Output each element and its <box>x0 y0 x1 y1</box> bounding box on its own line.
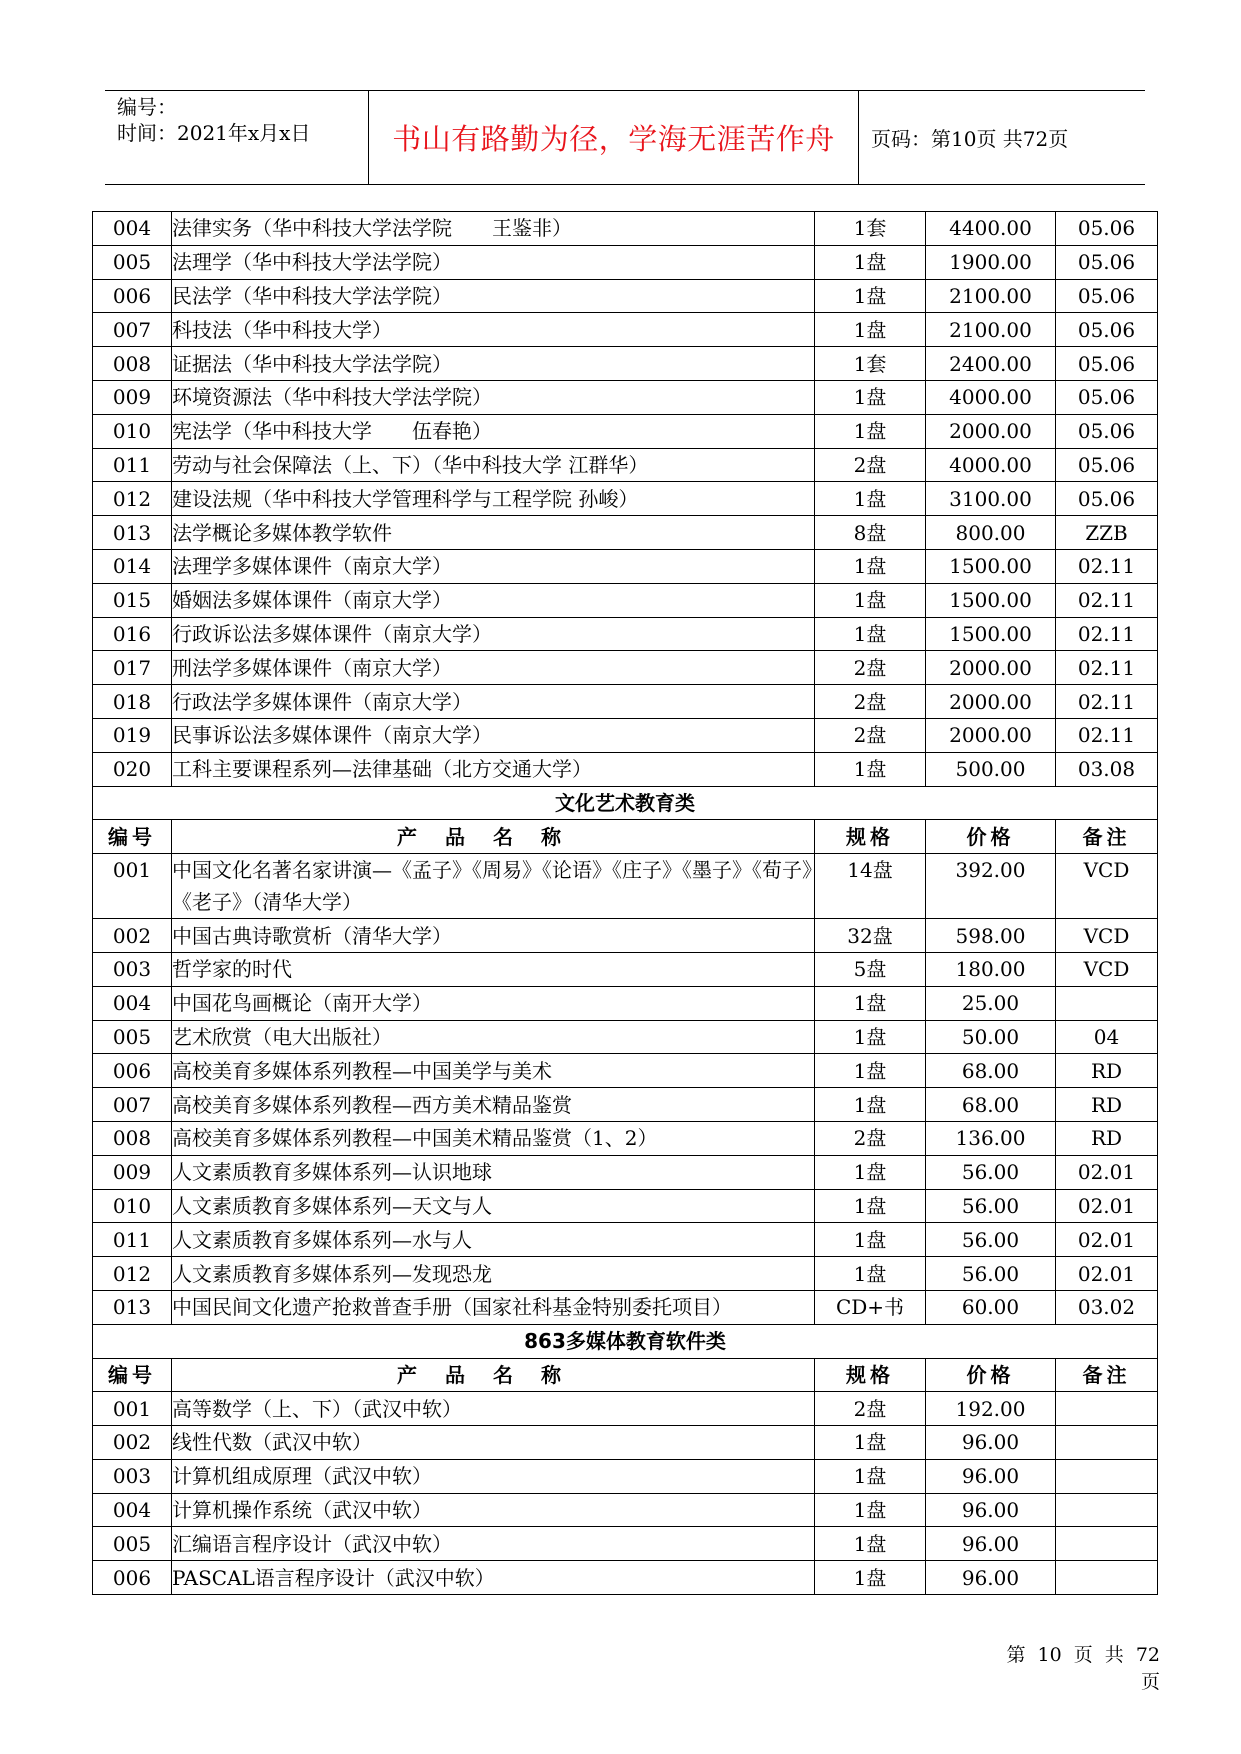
column-header-note: 备注 <box>1056 820 1158 854</box>
column-header-code: 编号 <box>93 1358 172 1392</box>
cell-price: 180.00 <box>926 952 1056 986</box>
cell-spec: 8盘 <box>815 516 926 550</box>
cell-spec: 1盘 <box>815 1257 926 1291</box>
cell-code: 005 <box>93 1020 172 1054</box>
catalog-table <box>92 211 1158 1595</box>
table-row <box>93 279 1158 313</box>
cell-name: 人文素质教育多媒体系列—认识地球 <box>172 1155 815 1189</box>
cell-spec: 1盘 <box>815 1527 926 1561</box>
cell-note: 02.01 <box>1056 1189 1158 1223</box>
table-row <box>93 1121 1158 1155</box>
cell-price: 56.00 <box>926 1223 1056 1257</box>
cell-spec: 1盘 <box>815 1088 926 1122</box>
page-header <box>105 90 1145 185</box>
cell-name: 汇编语言程序设计（武汉中软） <box>172 1527 815 1561</box>
cell-code: 012 <box>93 482 172 516</box>
cell-note: VCD <box>1056 919 1158 953</box>
cell-price: 598.00 <box>926 919 1056 953</box>
table-row <box>93 986 1158 1020</box>
cell-spec: 1盘 <box>815 1020 926 1054</box>
cell-price: 2000.00 <box>926 414 1056 448</box>
cell-code: 006 <box>93 279 172 313</box>
cell-price: 2000.00 <box>926 718 1056 752</box>
cell-name: 证据法（华中科技大学法学院） <box>172 347 815 381</box>
cell-spec: 2盘 <box>815 1392 926 1426</box>
table-row <box>93 212 1158 246</box>
table-row <box>93 1392 1158 1426</box>
cell-note: ZZB <box>1056 516 1158 550</box>
cell-name: 艺术欣赏（电大出版社） <box>172 1020 815 1054</box>
table-row <box>93 1290 1158 1324</box>
table-row <box>93 1088 1158 1122</box>
cell-price: 500.00 <box>926 752 1056 786</box>
cell-note: 05.06 <box>1056 448 1158 482</box>
cell-code: 006 <box>93 1561 172 1595</box>
cell-code: 011 <box>93 448 172 482</box>
cell-note: 05.06 <box>1056 313 1158 347</box>
cell-note: RD <box>1056 1121 1158 1155</box>
cell-note: 03.08 <box>1056 752 1158 786</box>
header-motto: 书山有路勤为径，学海无涯苦作舟 <box>392 122 835 156</box>
cell-price: 4000.00 <box>926 448 1056 482</box>
cell-price: 96.00 <box>926 1493 1056 1527</box>
column-header-name: 产品名称 <box>172 820 815 854</box>
cell-code: 005 <box>93 1527 172 1561</box>
cell-price: 2100.00 <box>926 279 1056 313</box>
table-row <box>93 1426 1158 1460</box>
cell-spec: 14盘 <box>815 854 926 919</box>
cell-name: 科技法（华中科技大学） <box>172 313 815 347</box>
section-title-row <box>93 786 1158 820</box>
cell-name: 建设法规（华中科技大学管理科学与工程学院 孙峻） <box>172 482 815 516</box>
law-section-body <box>93 212 1158 787</box>
cell-note <box>1056 1392 1158 1426</box>
table-row <box>93 651 1158 685</box>
cell-spec: 32盘 <box>815 919 926 953</box>
cell-note: 04 <box>1056 1020 1158 1054</box>
cell-note: 02.11 <box>1056 617 1158 651</box>
cell-spec: 1盘 <box>815 617 926 651</box>
section-title: 863多媒体教育软件类 <box>93 1324 1158 1358</box>
cell-spec: 1盘 <box>815 245 926 279</box>
cell-spec: 1套 <box>815 347 926 381</box>
cell-spec: 1盘 <box>815 583 926 617</box>
cell-spec: 1盘 <box>815 1561 926 1595</box>
cell-code: 020 <box>93 752 172 786</box>
cell-code: 009 <box>93 380 172 414</box>
cell-name: 民事诉讼法多媒体课件（南京大学） <box>172 718 815 752</box>
table-row <box>93 414 1158 448</box>
cell-note: 02.11 <box>1056 549 1158 583</box>
page-footer: 第 10 页 共 72 页 <box>1006 1644 1160 1693</box>
cell-code: 012 <box>93 1257 172 1291</box>
cell-note: 05.06 <box>1056 414 1158 448</box>
cell-code: 004 <box>93 212 172 246</box>
culture-section-head <box>93 786 1158 919</box>
cell-code: 003 <box>93 952 172 986</box>
cell-note: 05.06 <box>1056 245 1158 279</box>
table-row <box>93 1054 1158 1088</box>
table-row <box>93 919 1158 953</box>
cell-code: 010 <box>93 414 172 448</box>
table-row <box>93 952 1158 986</box>
cell-price: 392.00 <box>926 854 1056 919</box>
cell-name: 婚姻法多媒体课件（南京大学） <box>172 583 815 617</box>
cell-note: VCD <box>1056 854 1158 919</box>
cell-price: 3100.00 <box>926 482 1056 516</box>
table-row <box>93 1223 1158 1257</box>
cell-name: 法学概论多媒体教学软件 <box>172 516 815 550</box>
cell-code: 007 <box>93 1088 172 1122</box>
software-section-head <box>93 1324 1158 1392</box>
cell-code: 008 <box>93 347 172 381</box>
table-row <box>93 1155 1158 1189</box>
cell-note <box>1056 986 1158 1020</box>
cell-code: 001 <box>93 1392 172 1426</box>
cell-note: 03.02 <box>1056 1290 1158 1324</box>
cell-note: 05.06 <box>1056 380 1158 414</box>
cell-spec: 1套 <box>815 212 926 246</box>
header-number-label: 编号： <box>117 95 177 119</box>
cell-spec: 1盘 <box>815 1493 926 1527</box>
cell-code: 009 <box>93 1155 172 1189</box>
cell-note: 02.01 <box>1056 1257 1158 1291</box>
column-header-price: 价格 <box>926 820 1056 854</box>
cell-price: 50.00 <box>926 1020 1056 1054</box>
column-header-price: 价格 <box>926 1358 1056 1392</box>
cell-name: 中国民间文化遗产抢救普查手册（国家社科基金特别委托项目） <box>172 1290 815 1324</box>
cell-note: 02.01 <box>1056 1223 1158 1257</box>
cell-note <box>1056 1527 1158 1561</box>
cell-code: 013 <box>93 1290 172 1324</box>
column-header-spec: 规格 <box>815 820 926 854</box>
cell-spec: 2盘 <box>815 685 926 719</box>
cell-note <box>1056 1426 1158 1460</box>
section-title-row <box>93 1324 1158 1358</box>
cell-name: 人文素质教育多媒体系列—天文与人 <box>172 1189 815 1223</box>
header-time-label: 时间：2021年x月x日 <box>117 121 311 145</box>
table-row <box>93 347 1158 381</box>
cell-price: 4400.00 <box>926 212 1056 246</box>
cell-spec: CD+书 <box>815 1290 926 1324</box>
cell-note: 02.11 <box>1056 651 1158 685</box>
cell-spec: 1盘 <box>815 279 926 313</box>
cell-code: 018 <box>93 685 172 719</box>
cell-note: 05.06 <box>1056 212 1158 246</box>
cell-name: 法理学多媒体课件（南京大学） <box>172 549 815 583</box>
cell-code: 014 <box>93 549 172 583</box>
cell-note <box>1056 1561 1158 1595</box>
software-section-body <box>93 1392 1158 1595</box>
cell-code: 013 <box>93 516 172 550</box>
cell-price: 2000.00 <box>926 651 1056 685</box>
cell-name: 高校美育多媒体系列教程—中国美学与美术 <box>172 1054 815 1088</box>
cell-price: 96.00 <box>926 1426 1056 1460</box>
cell-note: VCD <box>1056 952 1158 986</box>
table-row <box>93 1493 1158 1527</box>
cell-name: 线性代数（武汉中软） <box>172 1426 815 1460</box>
culture-section-body <box>93 919 1158 1325</box>
table-row <box>93 1257 1158 1291</box>
cell-spec: 1盘 <box>815 1155 926 1189</box>
table-row <box>93 549 1158 583</box>
table-row <box>93 583 1158 617</box>
cell-name: 刑法学多媒体课件（南京大学） <box>172 651 815 685</box>
cell-name: 工科主要课程系列—法律基础（北方交通大学） <box>172 752 815 786</box>
cell-price: 96.00 <box>926 1561 1056 1595</box>
table-row <box>93 245 1158 279</box>
cell-name: 法理学（华中科技大学法学院） <box>172 245 815 279</box>
cell-name: 行政法学多媒体课件（南京大学） <box>172 685 815 719</box>
cell-note: RD <box>1056 1088 1158 1122</box>
cell-code: 019 <box>93 718 172 752</box>
cell-name: 中国古典诗歌赏析（清华大学） <box>172 919 815 953</box>
cell-name: 中国花鸟画概论（南开大学） <box>172 986 815 1020</box>
column-header-name: 产品名称 <box>172 1358 815 1392</box>
cell-price: 56.00 <box>926 1189 1056 1223</box>
cell-price: 96.00 <box>926 1459 1056 1493</box>
cell-price: 192.00 <box>926 1392 1056 1426</box>
cell-code: 002 <box>93 1426 172 1460</box>
cell-code: 004 <box>93 986 172 1020</box>
cell-price: 96.00 <box>926 1527 1056 1561</box>
cell-note: 02.11 <box>1056 583 1158 617</box>
cell-note: 02.01 <box>1056 1155 1158 1189</box>
cell-price: 2400.00 <box>926 347 1056 381</box>
cell-price: 1500.00 <box>926 583 1056 617</box>
cell-code: 006 <box>93 1054 172 1088</box>
cell-spec: 2盘 <box>815 651 926 685</box>
cell-spec: 1盘 <box>815 414 926 448</box>
cell-code: 008 <box>93 1121 172 1155</box>
cell-name: 民法学（华中科技大学法学院） <box>172 279 815 313</box>
cell-code: 007 <box>93 313 172 347</box>
header-divider <box>858 91 859 184</box>
cell-price: 800.00 <box>926 516 1056 550</box>
header-meta <box>117 91 362 187</box>
cell-note: 02.11 <box>1056 685 1158 719</box>
cell-price: 2000.00 <box>926 685 1056 719</box>
section-title: 文化艺术教育类 <box>93 786 1158 820</box>
cell-spec: 1盘 <box>815 313 926 347</box>
cell-spec: 2盘 <box>815 1121 926 1155</box>
cell-price: 1500.00 <box>926 617 1056 651</box>
cell-spec: 1盘 <box>815 1426 926 1460</box>
cell-price: 25.00 <box>926 986 1056 1020</box>
cell-note: 05.06 <box>1056 482 1158 516</box>
cell-spec: 1盘 <box>815 482 926 516</box>
table-row <box>93 1189 1158 1223</box>
cell-code: 003 <box>93 1459 172 1493</box>
cell-code: 010 <box>93 1189 172 1223</box>
cell-note: 05.06 <box>1056 279 1158 313</box>
cell-note <box>1056 1459 1158 1493</box>
column-header-note: 备注 <box>1056 1358 1158 1392</box>
cell-name: 高校美育多媒体系列教程—中国美术精品鉴赏（1、2） <box>172 1121 815 1155</box>
cell-name: 行政诉讼法多媒体课件（南京大学） <box>172 617 815 651</box>
header-page-label: 页码：第10页 共72页 <box>871 127 1069 151</box>
table-row <box>93 1561 1158 1595</box>
cell-spec: 1盘 <box>815 1223 926 1257</box>
cell-code: 015 <box>93 583 172 617</box>
cell-name: 人文素质教育多媒体系列—发现恐龙 <box>172 1257 815 1291</box>
cell-price: 1500.00 <box>926 549 1056 583</box>
cell-spec: 1盘 <box>815 986 926 1020</box>
cell-spec: 2盘 <box>815 448 926 482</box>
cell-code: 004 <box>93 1493 172 1527</box>
cell-note <box>1056 1493 1158 1527</box>
cell-spec: 2盘 <box>815 718 926 752</box>
cell-name: 法律实务（华中科技大学法学院 王鉴非） <box>172 212 815 246</box>
table-row <box>93 1527 1158 1561</box>
cell-name: 高校美育多媒体系列教程—西方美术精品鉴赏 <box>172 1088 815 1122</box>
cell-name: PASCAL语言程序设计（武汉中软） <box>172 1561 815 1595</box>
cell-name: 环境资源法（华中科技大学法学院） <box>172 380 815 414</box>
table-row <box>93 1459 1158 1493</box>
column-header-row <box>93 820 1158 854</box>
cell-price: 4000.00 <box>926 380 1056 414</box>
column-header-spec: 规格 <box>815 1358 926 1392</box>
cell-price: 2100.00 <box>926 313 1056 347</box>
cell-name: 劳动与社会保障法（上、下）（华中科技大学 江群华） <box>172 448 815 482</box>
table-row <box>93 854 1158 919</box>
table-row <box>93 617 1158 651</box>
cell-price: 56.00 <box>926 1257 1056 1291</box>
cell-note: 05.06 <box>1056 347 1158 381</box>
column-header-row <box>93 1358 1158 1392</box>
cell-note: RD <box>1056 1054 1158 1088</box>
cell-spec: 1盘 <box>815 549 926 583</box>
table-row <box>93 313 1158 347</box>
table-row <box>93 1020 1158 1054</box>
table-row <box>93 685 1158 719</box>
cell-code: 016 <box>93 617 172 651</box>
cell-code: 005 <box>93 245 172 279</box>
cell-name: 哲学家的时代 <box>172 952 815 986</box>
cell-price: 60.00 <box>926 1290 1056 1324</box>
cell-name: 中国文化名著名家讲演—《孟子》《周易》《论语》《庄子》《墨子》《荀子》《老子》（清华大学） <box>172 854 815 919</box>
cell-name: 计算机操作系统（武汉中软） <box>172 1493 815 1527</box>
cell-spec: 1盘 <box>815 1459 926 1493</box>
cell-code: 017 <box>93 651 172 685</box>
column-header-code: 编号 <box>93 820 172 854</box>
cell-note: 02.11 <box>1056 718 1158 752</box>
table-row <box>93 718 1158 752</box>
cell-spec: 1盘 <box>815 1189 926 1223</box>
cell-price: 1900.00 <box>926 245 1056 279</box>
cell-code: 001 <box>93 854 172 919</box>
table-row <box>93 380 1158 414</box>
cell-price: 56.00 <box>926 1155 1056 1189</box>
cell-name: 人文素质教育多媒体系列—水与人 <box>172 1223 815 1257</box>
table-row <box>93 448 1158 482</box>
cell-price: 68.00 <box>926 1054 1056 1088</box>
cell-code: 002 <box>93 919 172 953</box>
cell-name: 宪法学（华中科技大学 伍春艳） <box>172 414 815 448</box>
table-row <box>93 752 1158 786</box>
cell-spec: 1盘 <box>815 1054 926 1088</box>
cell-price: 136.00 <box>926 1121 1056 1155</box>
cell-price: 68.00 <box>926 1088 1056 1122</box>
cell-name: 计算机组成原理（武汉中软） <box>172 1459 815 1493</box>
cell-spec: 5盘 <box>815 952 926 986</box>
cell-name: 高等数学（上、下）（武汉中软） <box>172 1392 815 1426</box>
table-row <box>93 482 1158 516</box>
cell-spec: 1盘 <box>815 380 926 414</box>
table-row <box>93 516 1158 550</box>
cell-code: 011 <box>93 1223 172 1257</box>
cell-spec: 1盘 <box>815 752 926 786</box>
